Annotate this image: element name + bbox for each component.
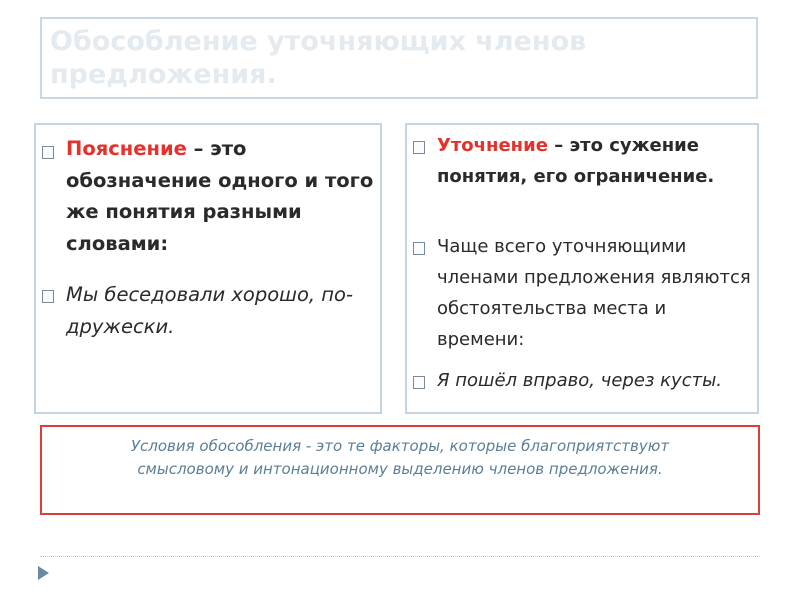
explanation-box <box>34 123 382 414</box>
slide-title-line1: Обособление уточняющих членов <box>50 26 587 57</box>
explanation-term: Пояснение <box>66 137 187 160</box>
clarification-box <box>405 123 759 414</box>
conditions-box <box>40 425 760 515</box>
conditions-line2: смысловому и интонационному выделению членов предложения. <box>137 460 663 478</box>
conditions-text <box>42 435 758 481</box>
bullet-icon <box>413 242 425 255</box>
bullet-icon <box>413 376 425 389</box>
bullet-icon <box>413 141 425 154</box>
conditions-line1: Условия обособления - это те факторы, которые благоприятствуют <box>130 437 670 455</box>
explanation-example: Мы беседовали хорошо, по-дружески. <box>66 283 354 338</box>
explanation-definition-text: – это обозначение одного и того же понятия разными словами: <box>66 137 374 255</box>
bullet-icon <box>42 290 54 303</box>
clarification-term: Уточнение <box>437 135 548 156</box>
clarification-example: Я пошёл вправо, через кусты. <box>437 370 723 391</box>
bullet-icon <box>42 146 54 159</box>
clarification-definition <box>437 130 751 192</box>
footer-divider <box>40 556 760 557</box>
clarification-info: Чаще всего уточняющими членами предложения являются обстоятельства места и времени: <box>437 236 751 350</box>
clarification-definition-text: – это сужение понятия, его ограничение. <box>437 135 715 187</box>
play-arrow-icon[interactable] <box>38 566 49 580</box>
explanation-definition <box>66 133 374 259</box>
slide-title-box <box>40 17 758 99</box>
slide-title <box>50 25 750 91</box>
slide-title-line2: предложения. <box>50 59 277 90</box>
